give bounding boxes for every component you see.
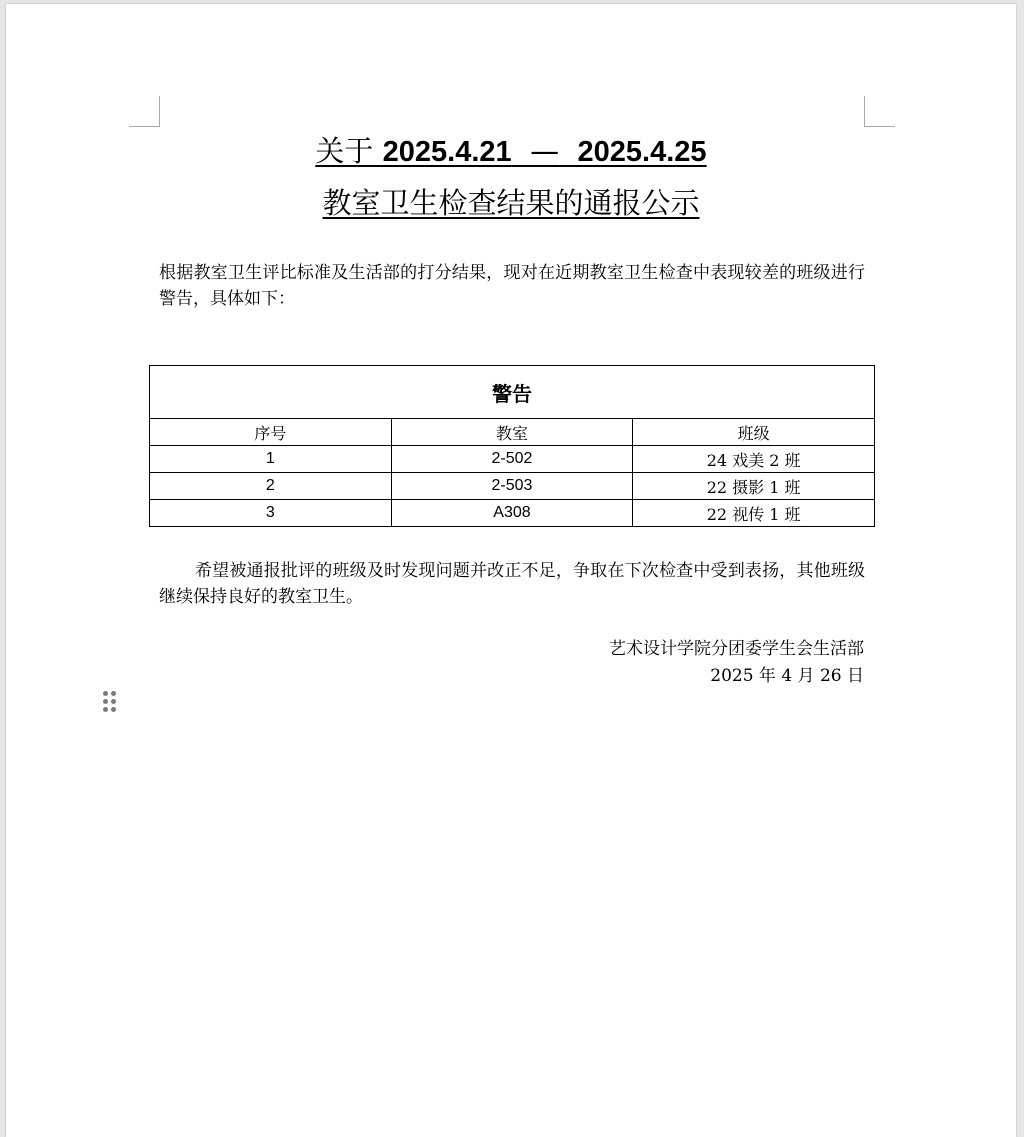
cell-room: 2-503 bbox=[391, 473, 633, 500]
table-header-row bbox=[150, 419, 875, 446]
document-page bbox=[6, 4, 1016, 1137]
cell-class: 22 摄影 1 班 bbox=[633, 473, 875, 500]
table-row bbox=[150, 473, 875, 500]
column-header-index: 序号 bbox=[150, 419, 392, 446]
cell-index: 3 bbox=[150, 500, 392, 527]
intro-paragraph: 根据教室卫生评比标准及生活部的打分结果，现对在近期教室卫生检查中表现较差的班级进行警告，具体如下： bbox=[159, 263, 865, 309]
drag-handle-icon[interactable] bbox=[103, 691, 117, 713]
table-heading: 警告 bbox=[150, 366, 875, 419]
title-line-2-text: 教室卫生检查结果的通报公示 bbox=[322, 186, 700, 220]
cell-room: A308 bbox=[391, 500, 633, 527]
cell-index: 1 bbox=[150, 446, 392, 473]
title-separator: — bbox=[530, 134, 560, 168]
title-prefix: 关于 bbox=[315, 134, 374, 168]
column-header-class: 班级 bbox=[633, 419, 875, 446]
title-line-2 bbox=[6, 186, 1016, 220]
signature-date: 2025 年 4 月 26 日 bbox=[710, 666, 864, 686]
cell-index: 2 bbox=[150, 473, 392, 500]
cell-class: 22 视传 1 班 bbox=[633, 500, 875, 527]
signature-organization: 艺术设计学院分团委学生会生活部 bbox=[609, 639, 864, 659]
title-line-1-text bbox=[315, 134, 706, 168]
title-date-start: 2025.4.21 bbox=[382, 136, 512, 168]
warning-table bbox=[149, 365, 875, 527]
column-header-room: 教室 bbox=[391, 419, 633, 446]
table-row bbox=[150, 500, 875, 527]
closing-paragraph: 希望被通报批评的班级及时发现问题并改正不足，争取在下次检查中受到表扬，其他班级继续保持良好的教室卫生。 bbox=[159, 561, 865, 607]
cell-room: 2-502 bbox=[391, 446, 633, 473]
title-line-1 bbox=[6, 134, 1016, 168]
cell-class: 24 戏美 2 班 bbox=[633, 446, 875, 473]
table-row bbox=[150, 446, 875, 473]
crop-mark-top-right bbox=[864, 96, 895, 127]
crop-mark-top-left bbox=[129, 96, 160, 127]
title-date-end: 2025.4.25 bbox=[577, 136, 707, 168]
